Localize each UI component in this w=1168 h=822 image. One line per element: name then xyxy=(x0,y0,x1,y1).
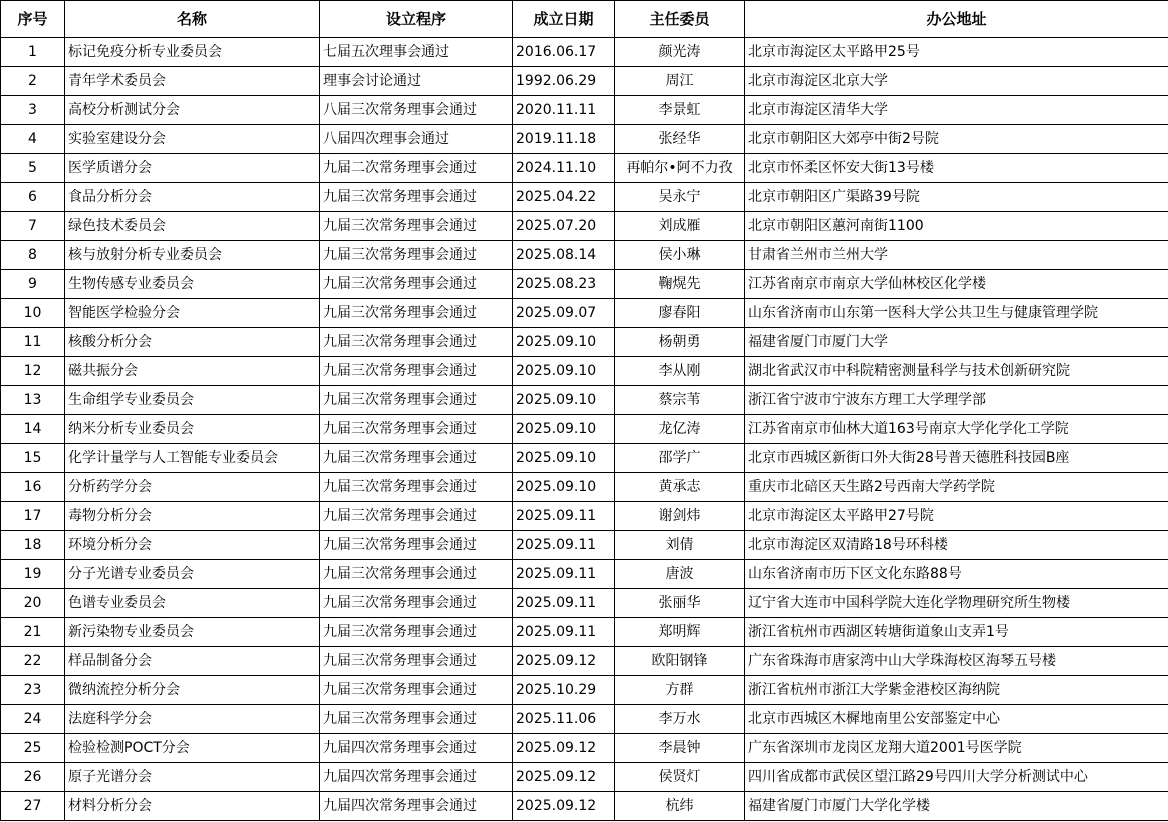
date-cell: 2025.09.11 xyxy=(513,618,615,647)
table-row xyxy=(1,125,1168,154)
index-cell: 7 xyxy=(1,212,65,241)
address-cell: 广东省珠海市唐家湾中山大学珠海校区海琴五号楼 xyxy=(745,647,1168,676)
address-cell: 北京市西城区木樨地南里公安部鉴定中心 xyxy=(745,705,1168,734)
chair-cell: 杨朝勇 xyxy=(615,328,745,357)
date-cell: 1992.06.29 xyxy=(513,67,615,96)
index-cell: 6 xyxy=(1,183,65,212)
address-cell: 北京市海淀区双清路18号环科楼 xyxy=(745,531,1168,560)
date-cell: 2025.09.10 xyxy=(513,328,615,357)
table-row xyxy=(1,763,1168,792)
procedure-cell: 九届三次常务理事会通过 xyxy=(320,473,513,502)
address-cell: 北京市西城区新街口外大街28号普天德胜科技园B座 xyxy=(745,444,1168,473)
chair-cell: 唐波 xyxy=(615,560,745,589)
procedure-cell: 九届三次常务理事会通过 xyxy=(320,502,513,531)
name-cell: 色谱专业委员会 xyxy=(65,589,320,618)
procedure-cell: 理事会讨论通过 xyxy=(320,67,513,96)
table-row xyxy=(1,270,1168,299)
header-name: 名称 xyxy=(65,1,320,38)
index-cell: 25 xyxy=(1,734,65,763)
header-address: 办公地址 xyxy=(745,1,1168,38)
name-cell: 新污染物专业委员会 xyxy=(65,618,320,647)
header-index: 序号 xyxy=(1,1,65,38)
index-cell: 5 xyxy=(1,154,65,183)
chair-cell: 蔡宗苇 xyxy=(615,386,745,415)
address-cell: 辽宁省大连市中国科学院大连化学物理研究所生物楼 xyxy=(745,589,1168,618)
table-row xyxy=(1,183,1168,212)
address-cell: 浙江省杭州市西湖区转塘街道象山支弄1号 xyxy=(745,618,1168,647)
name-cell: 实验室建设分会 xyxy=(65,125,320,154)
index-cell: 17 xyxy=(1,502,65,531)
index-cell: 24 xyxy=(1,705,65,734)
address-cell: 北京市朝阳区广渠路39号院 xyxy=(745,183,1168,212)
procedure-cell: 九届三次常务理事会通过 xyxy=(320,357,513,386)
name-cell: 化学计量学与人工智能专业委员会 xyxy=(65,444,320,473)
name-cell: 核酸分析分会 xyxy=(65,328,320,357)
index-cell: 14 xyxy=(1,415,65,444)
procedure-cell: 九届三次常务理事会通过 xyxy=(320,415,513,444)
procedure-cell: 七届五次理事会通过 xyxy=(320,38,513,67)
chair-cell: 黄承志 xyxy=(615,473,745,502)
name-cell: 食品分析分会 xyxy=(65,183,320,212)
table-row xyxy=(1,212,1168,241)
index-cell: 13 xyxy=(1,386,65,415)
date-cell: 2020.11.11 xyxy=(513,96,615,125)
address-cell: 四川省成都市武侯区望江路29号四川大学分析测试中心 xyxy=(745,763,1168,792)
date-cell: 2025.09.11 xyxy=(513,589,615,618)
name-cell: 原子光谱分会 xyxy=(65,763,320,792)
index-cell: 3 xyxy=(1,96,65,125)
date-cell: 2025.09.10 xyxy=(513,444,615,473)
index-cell: 1 xyxy=(1,38,65,67)
date-cell: 2025.09.10 xyxy=(513,357,615,386)
table-row xyxy=(1,647,1168,676)
address-cell: 浙江省杭州市浙江大学紫金港校区海纳院 xyxy=(745,676,1168,705)
procedure-cell: 九届三次常务理事会通过 xyxy=(320,676,513,705)
address-cell: 福建省厦门市厦门大学化学楼 xyxy=(745,792,1168,821)
chair-cell: 侯贤灯 xyxy=(615,763,745,792)
procedure-cell: 九届三次常务理事会通过 xyxy=(320,328,513,357)
date-cell: 2025.08.14 xyxy=(513,241,615,270)
index-cell: 9 xyxy=(1,270,65,299)
chair-cell: 刘倩 xyxy=(615,531,745,560)
chair-cell: 方群 xyxy=(615,676,745,705)
address-cell: 北京市朝阳区蕙河南街1100 xyxy=(745,212,1168,241)
address-cell: 北京市海淀区太平路甲27号院 xyxy=(745,502,1168,531)
name-cell: 生物传感专业委员会 xyxy=(65,270,320,299)
date-cell: 2025.09.11 xyxy=(513,560,615,589)
address-cell: 北京市怀柔区怀安大街13号楼 xyxy=(745,154,1168,183)
table-row xyxy=(1,502,1168,531)
index-cell: 22 xyxy=(1,647,65,676)
chair-cell: 李晨钟 xyxy=(615,734,745,763)
chair-cell: 周江 xyxy=(615,67,745,96)
date-cell: 2016.06.17 xyxy=(513,38,615,67)
chair-cell: 张丽华 xyxy=(615,589,745,618)
table-row xyxy=(1,386,1168,415)
chair-cell: 吴永宁 xyxy=(615,183,745,212)
name-cell: 环境分析分会 xyxy=(65,531,320,560)
index-cell: 8 xyxy=(1,241,65,270)
chair-cell: 再帕尔•阿不力孜 xyxy=(615,154,745,183)
chair-cell: 谢剑炜 xyxy=(615,502,745,531)
chair-cell: 张经华 xyxy=(615,125,745,154)
chair-cell: 廖春阳 xyxy=(615,299,745,328)
chair-cell: 李从刚 xyxy=(615,357,745,386)
table-row xyxy=(1,328,1168,357)
table-row xyxy=(1,792,1168,821)
address-cell: 北京市海淀区清华大学 xyxy=(745,96,1168,125)
chair-cell: 欧阳钢锋 xyxy=(615,647,745,676)
table-row xyxy=(1,705,1168,734)
index-cell: 15 xyxy=(1,444,65,473)
name-cell: 医学质谱分会 xyxy=(65,154,320,183)
date-cell: 2025.09.10 xyxy=(513,386,615,415)
table-row xyxy=(1,415,1168,444)
chair-cell: 龙亿涛 xyxy=(615,415,745,444)
date-cell: 2024.11.10 xyxy=(513,154,615,183)
date-cell: 2025.10.29 xyxy=(513,676,615,705)
address-cell: 江苏省南京市南京大学仙林校区化学楼 xyxy=(745,270,1168,299)
procedure-cell: 九届二次常务理事会通过 xyxy=(320,154,513,183)
date-cell: 2025.09.12 xyxy=(513,734,615,763)
procedure-cell: 八届三次常务理事会通过 xyxy=(320,96,513,125)
name-cell: 法庭科学分会 xyxy=(65,705,320,734)
header-chair: 主任委员 xyxy=(615,1,745,38)
procedure-cell: 九届三次常务理事会通过 xyxy=(320,705,513,734)
address-cell: 北京市海淀区北京大学 xyxy=(745,67,1168,96)
address-cell: 江苏省南京市仙林大道163号南京大学化学化工学院 xyxy=(745,415,1168,444)
index-cell: 27 xyxy=(1,792,65,821)
index-cell: 20 xyxy=(1,589,65,618)
chair-cell: 李景虹 xyxy=(615,96,745,125)
name-cell: 核与放射分析专业委员会 xyxy=(65,241,320,270)
address-cell: 甘肃省兰州市兰州大学 xyxy=(745,241,1168,270)
name-cell: 磁共振分会 xyxy=(65,357,320,386)
address-cell: 山东省济南市历下区文化东路88号 xyxy=(745,560,1168,589)
name-cell: 纳米分析专业委员会 xyxy=(65,415,320,444)
address-cell: 山东省济南市山东第一医科大学公共卫生与健康管理学院 xyxy=(745,299,1168,328)
table-row xyxy=(1,154,1168,183)
index-cell: 26 xyxy=(1,763,65,792)
address-cell: 福建省厦门市厦门大学 xyxy=(745,328,1168,357)
date-cell: 2025.09.12 xyxy=(513,763,615,792)
table-row xyxy=(1,357,1168,386)
date-cell: 2025.08.23 xyxy=(513,270,615,299)
header-row xyxy=(1,1,1168,38)
procedure-cell: 九届三次常务理事会通过 xyxy=(320,183,513,212)
name-cell: 分子光谱专业委员会 xyxy=(65,560,320,589)
name-cell: 样品制备分会 xyxy=(65,647,320,676)
name-cell: 材料分析分会 xyxy=(65,792,320,821)
name-cell: 青年学术委员会 xyxy=(65,67,320,96)
index-cell: 2 xyxy=(1,67,65,96)
name-cell: 绿色技术委员会 xyxy=(65,212,320,241)
date-cell: 2025.11.06 xyxy=(513,705,615,734)
name-cell: 生命组学专业委员会 xyxy=(65,386,320,415)
index-cell: 21 xyxy=(1,618,65,647)
procedure-cell: 九届三次常务理事会通过 xyxy=(320,212,513,241)
index-cell: 16 xyxy=(1,473,65,502)
procedure-cell: 九届四次常务理事会通过 xyxy=(320,734,513,763)
chair-cell: 刘成雁 xyxy=(615,212,745,241)
date-cell: 2025.09.07 xyxy=(513,299,615,328)
chair-cell: 邵学广 xyxy=(615,444,745,473)
index-cell: 19 xyxy=(1,560,65,589)
table-row xyxy=(1,676,1168,705)
table-row xyxy=(1,38,1168,67)
date-cell: 2025.07.20 xyxy=(513,212,615,241)
index-cell: 4 xyxy=(1,125,65,154)
name-cell: 高校分析测试分会 xyxy=(65,96,320,125)
name-cell: 检验检测POCT分会 xyxy=(65,734,320,763)
chair-cell: 郑明辉 xyxy=(615,618,745,647)
name-cell: 毒物分析分会 xyxy=(65,502,320,531)
procedure-cell: 九届三次常务理事会通过 xyxy=(320,560,513,589)
name-cell: 分析药学分会 xyxy=(65,473,320,502)
chair-cell: 鞠熀先 xyxy=(615,270,745,299)
address-cell: 浙江省宁波市宁波东方理工大学理学部 xyxy=(745,386,1168,415)
table-row xyxy=(1,734,1168,763)
procedure-cell: 九届三次常务理事会通过 xyxy=(320,299,513,328)
name-cell: 标记免疫分析专业委员会 xyxy=(65,38,320,67)
procedure-cell: 九届三次常务理事会通过 xyxy=(320,270,513,299)
table-body xyxy=(1,38,1168,821)
date-cell: 2025.09.11 xyxy=(513,531,615,560)
procedure-cell: 九届三次常务理事会通过 xyxy=(320,531,513,560)
procedure-cell: 九届三次常务理事会通过 xyxy=(320,647,513,676)
name-cell: 微纳流控分析分会 xyxy=(65,676,320,705)
chair-cell: 颜光涛 xyxy=(615,38,745,67)
table-row xyxy=(1,473,1168,502)
table-row xyxy=(1,241,1168,270)
date-cell: 2025.09.11 xyxy=(513,502,615,531)
date-cell: 2019.11.18 xyxy=(513,125,615,154)
table-row xyxy=(1,67,1168,96)
procedure-cell: 九届三次常务理事会通过 xyxy=(320,241,513,270)
chair-cell: 李万水 xyxy=(615,705,745,734)
procedure-cell: 九届三次常务理事会通过 xyxy=(320,618,513,647)
index-cell: 10 xyxy=(1,299,65,328)
name-cell: 智能医学检验分会 xyxy=(65,299,320,328)
address-cell: 广东省深圳市龙岗区龙翔大道2001号医学院 xyxy=(745,734,1168,763)
date-cell: 2025.09.12 xyxy=(513,792,615,821)
header-procedure: 设立程序 xyxy=(320,1,513,38)
procedure-cell: 九届三次常务理事会通过 xyxy=(320,444,513,473)
chair-cell: 侯小琳 xyxy=(615,241,745,270)
table-row xyxy=(1,444,1168,473)
date-cell: 2025.09.12 xyxy=(513,647,615,676)
table-row xyxy=(1,618,1168,647)
table-row xyxy=(1,589,1168,618)
index-cell: 11 xyxy=(1,328,65,357)
table-row xyxy=(1,560,1168,589)
procedure-cell: 九届四次常务理事会通过 xyxy=(320,792,513,821)
index-cell: 23 xyxy=(1,676,65,705)
date-cell: 2025.04.22 xyxy=(513,183,615,212)
date-cell: 2025.09.10 xyxy=(513,473,615,502)
date-cell: 2025.09.10 xyxy=(513,415,615,444)
table-row xyxy=(1,531,1168,560)
procedure-cell: 九届三次常务理事会通过 xyxy=(320,386,513,415)
index-cell: 18 xyxy=(1,531,65,560)
procedure-cell: 九届三次常务理事会通过 xyxy=(320,589,513,618)
index-cell: 12 xyxy=(1,357,65,386)
address-cell: 北京市朝阳区大郊亭中街2号院 xyxy=(745,125,1168,154)
address-cell: 北京市海淀区太平路甲25号 xyxy=(745,38,1168,67)
table-row xyxy=(1,299,1168,328)
address-cell: 重庆市北碚区天生路2号西南大学药学院 xyxy=(745,473,1168,502)
procedure-cell: 九届四次常务理事会通过 xyxy=(320,763,513,792)
address-cell: 湖北省武汉市中科院精密测量科学与技术创新研究院 xyxy=(745,357,1168,386)
chair-cell: 杭纬 xyxy=(615,792,745,821)
procedure-cell: 八届四次理事会通过 xyxy=(320,125,513,154)
header-date: 成立日期 xyxy=(513,1,615,38)
table-row xyxy=(1,96,1168,125)
